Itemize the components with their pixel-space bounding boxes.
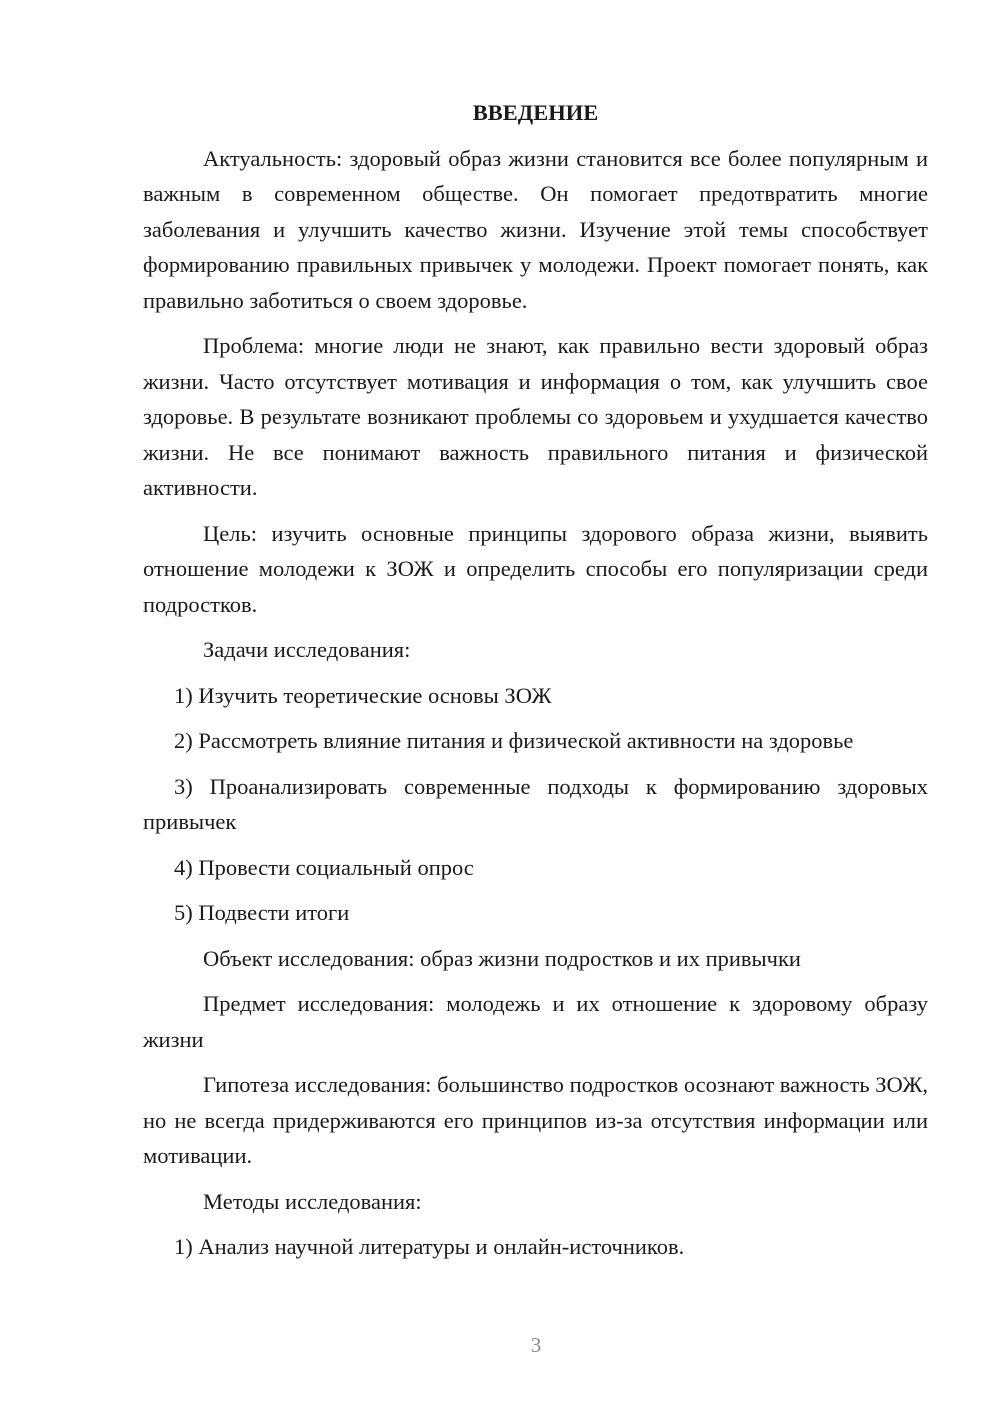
relevance-paragraph: Актуальность: здоровый образ жизни становится все более популярным и важным в современном обществе. Он помогает предотвратить многие заболевания и улучшить качество жизни. Изучение этой темы способствует формированию правильных привычек у молодежи. Проект помогает понять, как правильно заботиться о своем здоровье. xyxy=(143,145,928,313)
task-item-3: 3) Проанализировать современные подходы к формированию здоровых привычек xyxy=(143,773,928,834)
methods-heading: Методы исследования: xyxy=(203,1188,422,1214)
page-title: ВВЕДЕНИЕ xyxy=(472,100,599,125)
task-item-4: 4) Провести социальный опрос xyxy=(174,854,474,880)
hypothesis-paragraph: Гипотеза исследования: большинство подростков осознают важность ЗОЖ, но не всегда придерживаются его принципов из-за отсутствия информации или мотивации. xyxy=(143,1072,928,1168)
subject-paragraph: Предмет исследования: молодежь и их отношение к здоровому образу жизни xyxy=(143,991,928,1052)
problem-paragraph: Проблема: многие люди не знают, как правильно вести здоровый образ жизни. Часто отсутствует мотивация и информация о том, как улучшить свое здоровье. В результате возникают проблемы со здоровьем и ухудшается качество жизни. Не все понимают важность правильного питания и физической активности. xyxy=(143,333,928,500)
task-item-1: 1) Изучить теоретические основы ЗОЖ xyxy=(174,682,552,708)
object-paragraph: Объект исследования: образ жизни подростков и их привычки xyxy=(203,945,801,971)
task-item-2: 2) Рассмотреть влияние питания и физической активности на здоровье xyxy=(174,728,854,753)
page-number: 3 xyxy=(530,1333,542,1357)
page-content xyxy=(143,95,928,1275)
goal-paragraph: Цель: изучить основные принципы здорового образа жизни, выявить отношение молодежи к ЗОЖ и определить способы его популяризации среди подростков. xyxy=(143,520,928,617)
method-item-1: 1) Анализ научной литературы и онлайн-источников. xyxy=(174,1234,685,1259)
tasks-heading: Задачи исследования: xyxy=(203,637,411,662)
task-item-5: 5) Подвести итоги xyxy=(174,900,350,925)
